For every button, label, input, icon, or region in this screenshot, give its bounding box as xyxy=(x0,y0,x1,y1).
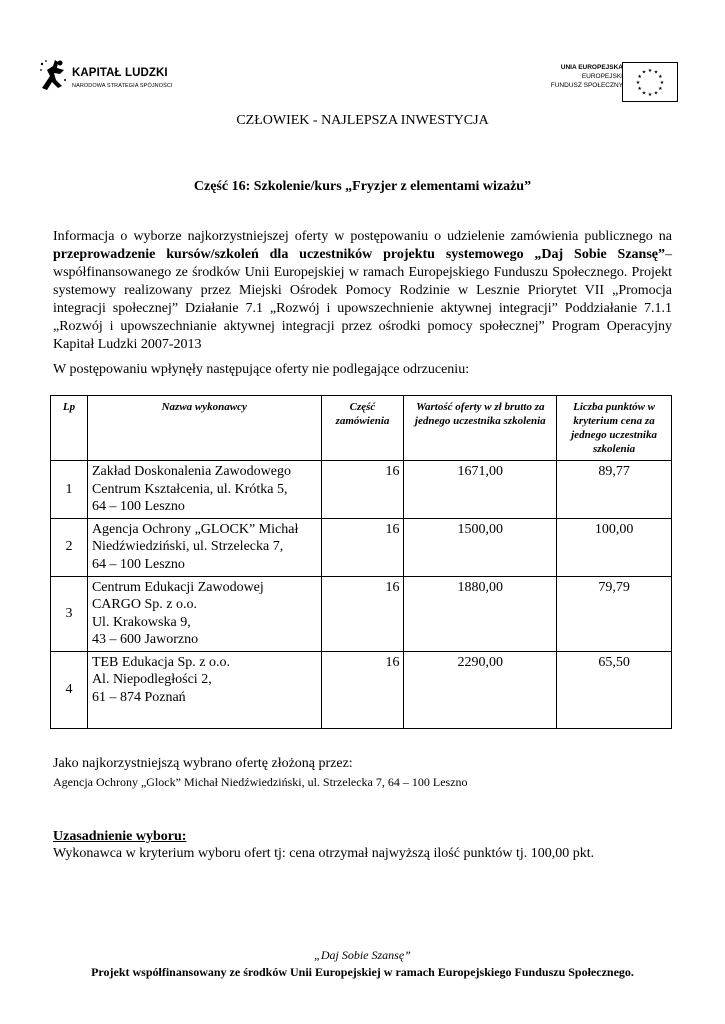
cell-value: 1500,00 xyxy=(404,518,557,576)
intro-text-after: – współfinansowanego ze środków Unii Europejskiej w ramach Europejskiego Funduszu Społecznego. Projekt systemowy realizowany przez Miejski Ośrodek Pomocy Rodzinie w Lesznie Priorytet VII „Promocja integracji społecznej” Działanie 7.1 „Rozwój i upowszechnienie aktywnej integracji” Poddziałanie 7.1.1 „Rozwój i upowszechnianie aktywnej integracji przez ośrodki pomocy społecznej” Program Operacyjny Kapitał Ludzki 2007-2013 xyxy=(53,247,672,352)
cell-value: 1671,00 xyxy=(404,461,557,519)
eu-star-icon: ★ xyxy=(653,69,659,76)
motto: CZŁOWIEK - NAJLEPSZA INWESTYCJA xyxy=(236,113,489,128)
eu-star-icon: ★ xyxy=(641,69,647,76)
name-line: CARGO Sp. z o.o. xyxy=(91,597,197,612)
eu-star-icon: ★ xyxy=(637,86,642,92)
cell-name xyxy=(87,576,321,651)
name-line: TEB Edukacja Sp. z o.o. xyxy=(91,654,230,670)
cell-part: 16 xyxy=(321,461,404,519)
eu-star-icon: ★ xyxy=(658,74,663,80)
eu-logo-line3: FUNDUSZ SPOŁECZNY xyxy=(550,82,623,89)
name-line: 64 – 100 Leszno xyxy=(91,499,185,514)
header-points: Liczba punktów w kryterium cena za jednego uczestnika szkolenia xyxy=(557,396,672,461)
table-row xyxy=(51,518,672,576)
kapital-ludzki-title: KAPITAŁ LUDZKI xyxy=(72,67,168,79)
eu-logo-line1: UNIA EUROPEJSKA xyxy=(560,64,623,71)
part-title: Część 16: Szkolenie/kurs „Fryzjer z elementami wizażu” xyxy=(193,179,532,194)
justification-text: Wykonawca w kryterium wyboru ofert tj: cena otrzymał najwyższą ilość punktów tj. 100,00 pkt. xyxy=(53,846,595,861)
name-line: Zakład Doskonalenia Zawodowego xyxy=(91,464,291,479)
intro-paragraph xyxy=(53,228,672,354)
eu-flag xyxy=(622,62,678,102)
cell-lp: 1 xyxy=(51,461,88,519)
cell-lp: 2 xyxy=(51,518,88,576)
page-header xyxy=(0,56,725,106)
name-line: Ul. Krakowska 9, xyxy=(91,614,191,630)
name-line: Agencja Ochrony „GLOCK” Michał xyxy=(91,521,299,537)
header-name: Nazwa wykonawcy xyxy=(87,396,321,461)
offers-table xyxy=(50,395,672,729)
cell-part: 16 xyxy=(321,576,404,651)
header-part: Część zamówienia xyxy=(321,396,404,461)
chosen-offer-value: Agencja Ochrony „Glock” Michał Niedźwiedziński, ul. Strzelecka 7, 64 – 100 Leszno xyxy=(53,775,468,789)
received-offers-text: W postępowaniu wpłynęły następujące oferty nie podlegające odrzuceniu: xyxy=(53,362,470,377)
name-line: Al. Niepodległości 2, xyxy=(91,672,212,687)
table-row xyxy=(51,461,672,519)
eu-efs-logo xyxy=(536,62,686,104)
cell-name xyxy=(87,518,321,576)
header-lp: Lp xyxy=(51,396,88,461)
cell-name xyxy=(87,461,321,519)
kapital-ludzki-logo xyxy=(38,56,188,96)
cell-lp: 3 xyxy=(51,576,88,651)
kapital-ludzki-emblem-icon xyxy=(38,58,68,92)
footer-project-title: „Daj Sobie Szansę” xyxy=(314,948,411,962)
eu-star-icon: ★ xyxy=(647,68,653,74)
kapital-ludzki-subtitle: NARODOWA STRATEGIA SPÓJNOŚCI xyxy=(72,83,173,89)
table-header-row xyxy=(51,396,672,461)
cell-name xyxy=(87,651,321,728)
eu-star-icon: ★ xyxy=(635,80,641,86)
name-line: 61 – 874 Poznań xyxy=(91,689,186,705)
cell-part: 16 xyxy=(321,518,404,576)
intro-text-before: Informacja o wyborze najkorzystniejszej oferty w postępowaniu o udzielenie zamówienia publicznego na xyxy=(53,229,672,244)
cell-value: 2290,00 xyxy=(404,651,557,728)
eu-stars-icon xyxy=(623,63,677,101)
eu-star-icon: ★ xyxy=(658,86,663,92)
eu-logo-text xyxy=(551,63,623,90)
name-line: 64 – 100 Leszno xyxy=(91,556,185,572)
table-row xyxy=(51,576,672,651)
cell-part: 16 xyxy=(321,651,404,728)
cell-lp: 4 xyxy=(51,651,88,728)
eu-star-icon: ★ xyxy=(637,74,642,80)
name-line: Centrum Edukacji Zawodowej xyxy=(91,579,264,595)
eu-star-icon: ★ xyxy=(653,90,659,97)
name-line: Centrum Kształcenia, ul. Krótka 5, xyxy=(91,481,288,497)
name-line: 43 – 600 Jaworzno xyxy=(91,632,199,647)
cell-points: 79,79 xyxy=(557,576,672,651)
eu-star-icon: ★ xyxy=(641,90,647,97)
header-value: Wartość oferty w zł brutto za jednego uczestnika szkolenia xyxy=(404,396,557,461)
cell-points: 100,00 xyxy=(557,518,672,576)
cell-points: 89,77 xyxy=(557,461,672,519)
cell-value: 1880,00 xyxy=(404,576,557,651)
eu-star-icon: ★ xyxy=(647,92,653,98)
chosen-offer-label: Jako najkorzystniejszą wybrano ofertę złożoną przez: xyxy=(53,756,353,771)
eu-logo-line2: EUROPEJSKI xyxy=(581,73,623,80)
table-row xyxy=(51,651,672,728)
footer-cofinancing-note: Projekt współfinansowany ze środków Unii Europejskiej w ramach Europejskiego Funduszu Społecznego. xyxy=(91,965,634,979)
cell-points: 65,50 xyxy=(557,651,672,728)
eu-star-icon: ★ xyxy=(659,80,665,86)
name-line: Niedźwiedziński, ul. Strzelecka 7, xyxy=(91,539,284,554)
intro-text-bold: przeprowadzenie kursów/szkoleń dla uczestników projektu systemowego „Daj Sobie Szansę” xyxy=(53,247,665,262)
justification-heading: Uzasadnienie wyboru: xyxy=(53,829,187,844)
